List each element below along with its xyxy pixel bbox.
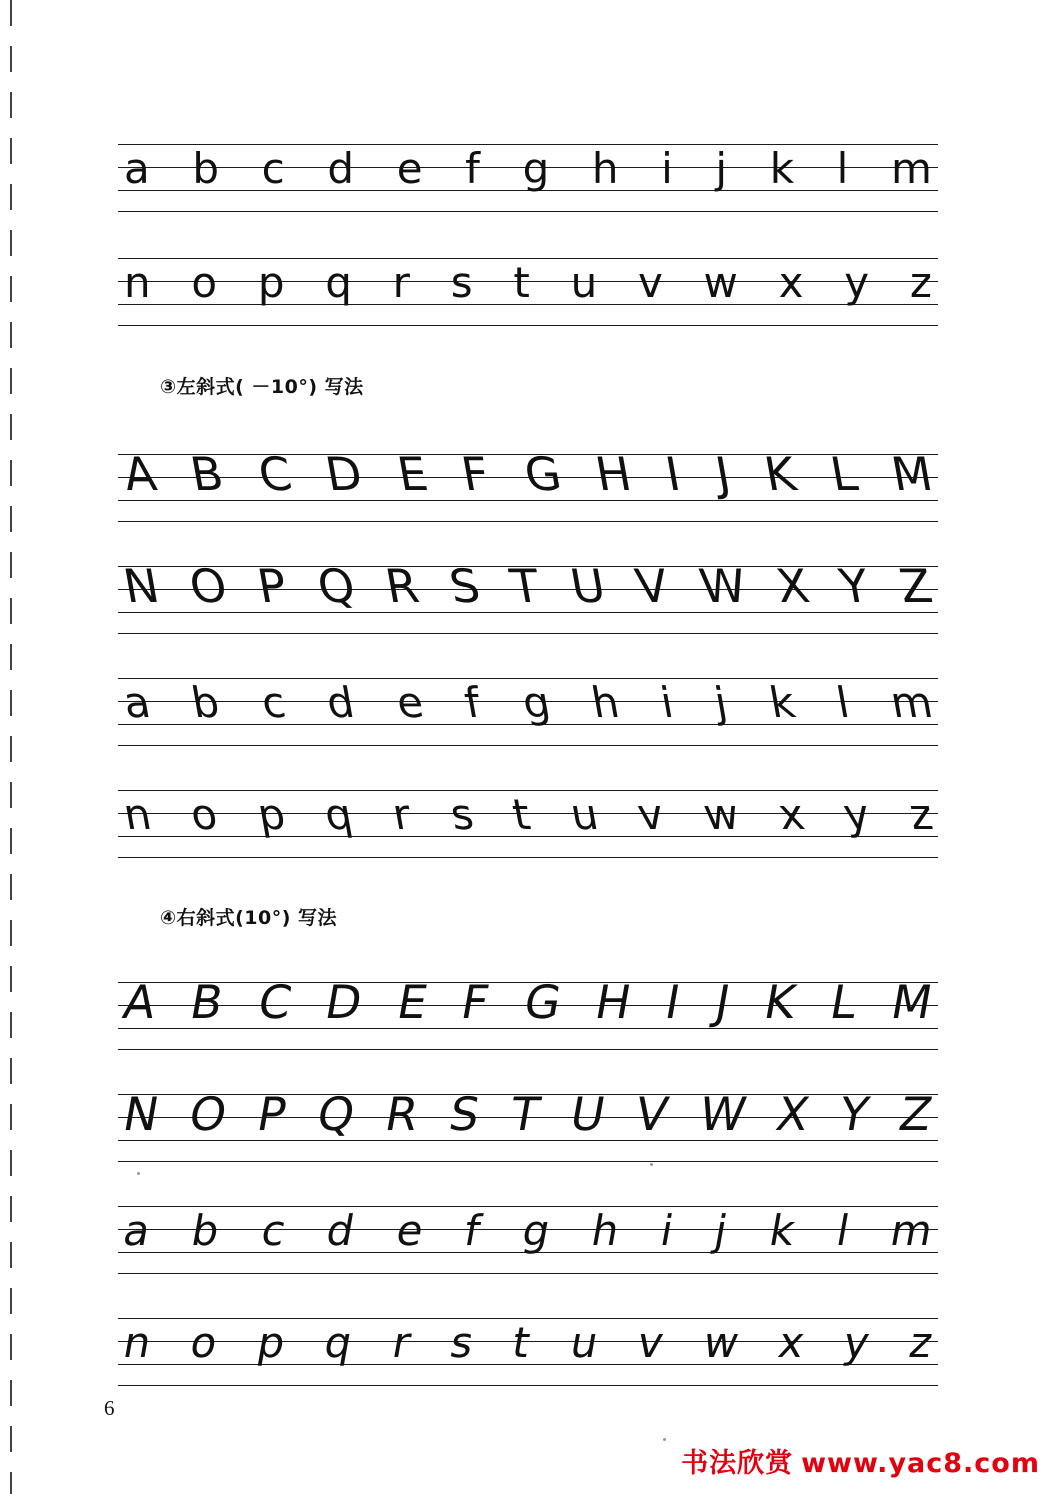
glyph: H bbox=[591, 975, 636, 1029]
glyph: r bbox=[392, 258, 410, 307]
staff-row bbox=[118, 1314, 938, 1388]
glyph: Q bbox=[313, 1087, 359, 1141]
glyph: u bbox=[570, 258, 598, 307]
watermark-url: www.yac8.com bbox=[801, 1448, 1040, 1479]
glyph: b bbox=[192, 144, 220, 193]
glyph: f bbox=[460, 678, 485, 727]
glyph: b bbox=[187, 678, 224, 727]
glyph: v bbox=[633, 1318, 668, 1367]
glyph: p bbox=[257, 258, 285, 307]
rule-line bbox=[118, 1028, 938, 1029]
glyph: c bbox=[257, 1206, 290, 1255]
glyph: Z bbox=[895, 559, 937, 613]
rule-line bbox=[118, 190, 938, 191]
rule-line bbox=[118, 1140, 938, 1141]
glyph: t bbox=[513, 258, 530, 307]
glyph: T bbox=[506, 559, 544, 613]
glyph: I bbox=[661, 975, 685, 1029]
glyph: p bbox=[253, 790, 289, 839]
rule-line bbox=[118, 1318, 938, 1319]
rule-line bbox=[118, 281, 938, 282]
glyph: k bbox=[765, 1206, 799, 1255]
glyph: y bbox=[839, 790, 874, 839]
glyph: K bbox=[760, 447, 800, 501]
staff-row bbox=[118, 447, 938, 524]
glyph: h bbox=[587, 678, 623, 727]
glyph: f bbox=[465, 144, 480, 193]
rule-line bbox=[118, 724, 938, 725]
glyph: w bbox=[699, 790, 743, 839]
glyph: W bbox=[695, 1087, 751, 1141]
staff-row bbox=[118, 1087, 938, 1164]
glyph: R bbox=[381, 1087, 423, 1141]
glyph: z bbox=[905, 790, 937, 839]
rule-line bbox=[118, 1273, 938, 1274]
glyph: g bbox=[522, 144, 550, 193]
handwriting-row bbox=[119, 678, 937, 727]
scan-speck bbox=[663, 1438, 666, 1441]
glyph: k bbox=[765, 678, 799, 727]
rule-line bbox=[118, 211, 938, 212]
glyph: y bbox=[844, 258, 870, 307]
glyph: K bbox=[760, 975, 800, 1029]
glyph: p bbox=[253, 1318, 289, 1367]
glyph: u bbox=[566, 790, 602, 839]
glyph: o bbox=[186, 790, 222, 839]
glyph: P bbox=[253, 559, 291, 613]
glyph: a bbox=[119, 1206, 155, 1255]
scan-speck bbox=[137, 1172, 140, 1175]
glyph: k bbox=[769, 144, 795, 193]
glyph: r bbox=[388, 1318, 415, 1367]
glyph: v bbox=[633, 790, 668, 839]
rule-line bbox=[118, 258, 938, 259]
section-caption-left-slant: ③左斜式( －10°) 写法 bbox=[160, 376, 364, 398]
glyph: N bbox=[119, 1087, 164, 1141]
glyph: x bbox=[774, 790, 808, 839]
glyph: j bbox=[711, 1206, 732, 1255]
glyph: O bbox=[185, 559, 232, 613]
rule-line bbox=[118, 1117, 938, 1118]
handwriting-row bbox=[119, 559, 937, 613]
staff-row bbox=[118, 140, 938, 214]
staff-row bbox=[118, 786, 938, 860]
glyph: e bbox=[392, 1206, 427, 1255]
glyph: s bbox=[446, 790, 477, 839]
glyph: P bbox=[253, 1087, 291, 1141]
glyph: C bbox=[253, 975, 296, 1029]
rule-line bbox=[118, 1341, 938, 1342]
glyph: n bbox=[124, 258, 151, 307]
glyph: A bbox=[119, 975, 161, 1029]
watermark bbox=[681, 1441, 1040, 1480]
rule-line bbox=[118, 454, 938, 455]
glyph: m bbox=[886, 678, 937, 727]
glyph: V bbox=[631, 559, 673, 613]
rule-line bbox=[118, 589, 938, 590]
glyph: G bbox=[519, 975, 565, 1029]
glyph: m bbox=[890, 144, 932, 193]
rule-line bbox=[118, 1161, 938, 1162]
rule-line bbox=[118, 1206, 938, 1207]
glyph: F bbox=[457, 975, 494, 1029]
glyph: o bbox=[191, 258, 218, 307]
glyph: t bbox=[509, 1318, 535, 1367]
rule-line bbox=[118, 745, 938, 746]
rule-line bbox=[118, 1005, 938, 1006]
staff-row bbox=[118, 254, 938, 328]
glyph: x bbox=[778, 258, 804, 307]
glyph: B bbox=[186, 447, 228, 501]
rule-line bbox=[118, 304, 938, 305]
glyph: W bbox=[695, 559, 751, 613]
glyph: g bbox=[518, 1206, 554, 1255]
glyph: G bbox=[519, 447, 565, 501]
glyph: q bbox=[325, 258, 352, 307]
glyph: B bbox=[186, 975, 228, 1029]
glyph: t bbox=[508, 790, 535, 839]
handwriting-row bbox=[119, 447, 937, 501]
glyph: w bbox=[703, 258, 738, 307]
glyph: M bbox=[887, 975, 937, 1029]
glyph: H bbox=[591, 447, 636, 501]
staff-row bbox=[118, 1202, 938, 1276]
glyph: T bbox=[506, 1087, 544, 1141]
glyph: d bbox=[322, 678, 359, 727]
glyph: i bbox=[656, 1206, 678, 1255]
glyph: h bbox=[587, 1206, 623, 1255]
glyph: v bbox=[637, 258, 663, 307]
glyph: e bbox=[392, 678, 427, 727]
glyph: z bbox=[905, 1318, 937, 1367]
glyph: x bbox=[774, 1318, 808, 1367]
rule-line bbox=[118, 500, 938, 501]
glyph: o bbox=[187, 1318, 222, 1367]
glyph: d bbox=[327, 144, 355, 193]
glyph: l bbox=[832, 1206, 853, 1255]
scan-speck bbox=[650, 1163, 653, 1166]
glyph: Y bbox=[835, 559, 874, 613]
glyph: E bbox=[392, 975, 432, 1029]
glyph: U bbox=[566, 559, 610, 613]
glyph: a bbox=[124, 144, 150, 193]
glyph: m bbox=[886, 1206, 937, 1255]
glyph: D bbox=[321, 447, 367, 501]
rule-line bbox=[118, 836, 938, 837]
rule-line bbox=[118, 701, 938, 702]
glyph: c bbox=[261, 144, 285, 193]
page-number: 6 bbox=[104, 1396, 115, 1420]
glyph: A bbox=[119, 447, 161, 501]
section-caption-right-slant: ④右斜式(10°) 写法 bbox=[160, 907, 338, 929]
rule-line bbox=[118, 1252, 938, 1253]
glyph: w bbox=[699, 1318, 743, 1367]
glyph: J bbox=[710, 447, 734, 501]
glyph: U bbox=[566, 1087, 610, 1141]
glyph: R bbox=[381, 559, 423, 613]
rule-line bbox=[118, 167, 938, 168]
rule-line bbox=[118, 1094, 938, 1095]
glyph: L bbox=[826, 447, 862, 501]
rule-line bbox=[118, 325, 938, 326]
glyph: E bbox=[392, 447, 432, 501]
glyph: Q bbox=[313, 559, 359, 613]
glyph: h bbox=[591, 144, 619, 193]
binding-margin-dashes bbox=[10, 0, 12, 1494]
glyph: S bbox=[445, 559, 484, 613]
rule-line bbox=[118, 1229, 938, 1230]
glyph: e bbox=[396, 144, 423, 193]
glyph: N bbox=[119, 559, 164, 613]
glyph: y bbox=[840, 1318, 874, 1367]
rule-line bbox=[118, 612, 938, 613]
rule-line bbox=[118, 982, 938, 983]
rule-line bbox=[118, 477, 938, 478]
glyph: X bbox=[772, 559, 814, 613]
glyph: g bbox=[518, 678, 554, 727]
glyph: q bbox=[321, 1318, 357, 1367]
glyph: j bbox=[715, 144, 728, 193]
rule-line bbox=[118, 790, 938, 791]
glyph: L bbox=[826, 975, 862, 1029]
glyph: Z bbox=[895, 1087, 937, 1141]
handwriting-row bbox=[124, 260, 932, 306]
staff-row bbox=[118, 559, 938, 636]
glyph: i bbox=[661, 144, 673, 193]
rule-line bbox=[118, 678, 938, 679]
glyph: D bbox=[321, 975, 367, 1029]
rule-line bbox=[118, 1049, 938, 1050]
glyph: d bbox=[323, 1206, 359, 1255]
rule-line bbox=[118, 521, 938, 522]
staff-row bbox=[118, 975, 938, 1052]
glyph: F bbox=[457, 447, 494, 501]
glyph: C bbox=[253, 447, 296, 501]
glyph: S bbox=[445, 1087, 484, 1141]
handwriting-row bbox=[119, 1206, 937, 1255]
staff-block-left-slant bbox=[118, 447, 938, 860]
handwriting-row bbox=[119, 975, 937, 1029]
glyph: s bbox=[450, 258, 473, 307]
glyph: l bbox=[832, 678, 853, 727]
glyph: M bbox=[887, 447, 937, 501]
handwriting-row bbox=[124, 146, 932, 192]
glyph: j bbox=[711, 678, 732, 727]
staff-block-continued bbox=[118, 140, 938, 328]
glyph: a bbox=[119, 678, 154, 727]
glyph: l bbox=[836, 144, 849, 193]
glyph: I bbox=[661, 447, 685, 501]
staff-block-right-slant bbox=[118, 975, 938, 1388]
handwriting-row bbox=[119, 1318, 937, 1367]
glyph: f bbox=[460, 1206, 485, 1255]
glyph: J bbox=[710, 975, 734, 1029]
rule-line bbox=[118, 1385, 938, 1386]
handwriting-row bbox=[119, 1087, 937, 1141]
staff-row bbox=[118, 674, 938, 748]
glyph: r bbox=[388, 790, 415, 839]
rule-line bbox=[118, 857, 938, 858]
glyph: V bbox=[631, 1087, 673, 1141]
glyph: O bbox=[185, 1087, 232, 1141]
rule-line bbox=[118, 1364, 938, 1365]
glyph: q bbox=[320, 790, 357, 839]
glyph: i bbox=[656, 678, 678, 727]
rule-line bbox=[118, 566, 938, 567]
rule-line bbox=[118, 633, 938, 634]
rule-line bbox=[118, 144, 938, 145]
glyph: X bbox=[772, 1087, 814, 1141]
glyph: u bbox=[566, 1318, 602, 1367]
glyph: b bbox=[188, 1206, 224, 1255]
rule-line bbox=[118, 813, 938, 814]
handwriting-row bbox=[119, 790, 937, 839]
glyph: z bbox=[909, 258, 932, 307]
watermark-text-cn: 书法欣赏 bbox=[681, 1448, 794, 1479]
glyph: Y bbox=[835, 1087, 874, 1141]
glyph: c bbox=[257, 678, 289, 727]
glyph: n bbox=[119, 1318, 156, 1367]
glyph: s bbox=[446, 1318, 478, 1367]
glyph: n bbox=[119, 790, 155, 839]
